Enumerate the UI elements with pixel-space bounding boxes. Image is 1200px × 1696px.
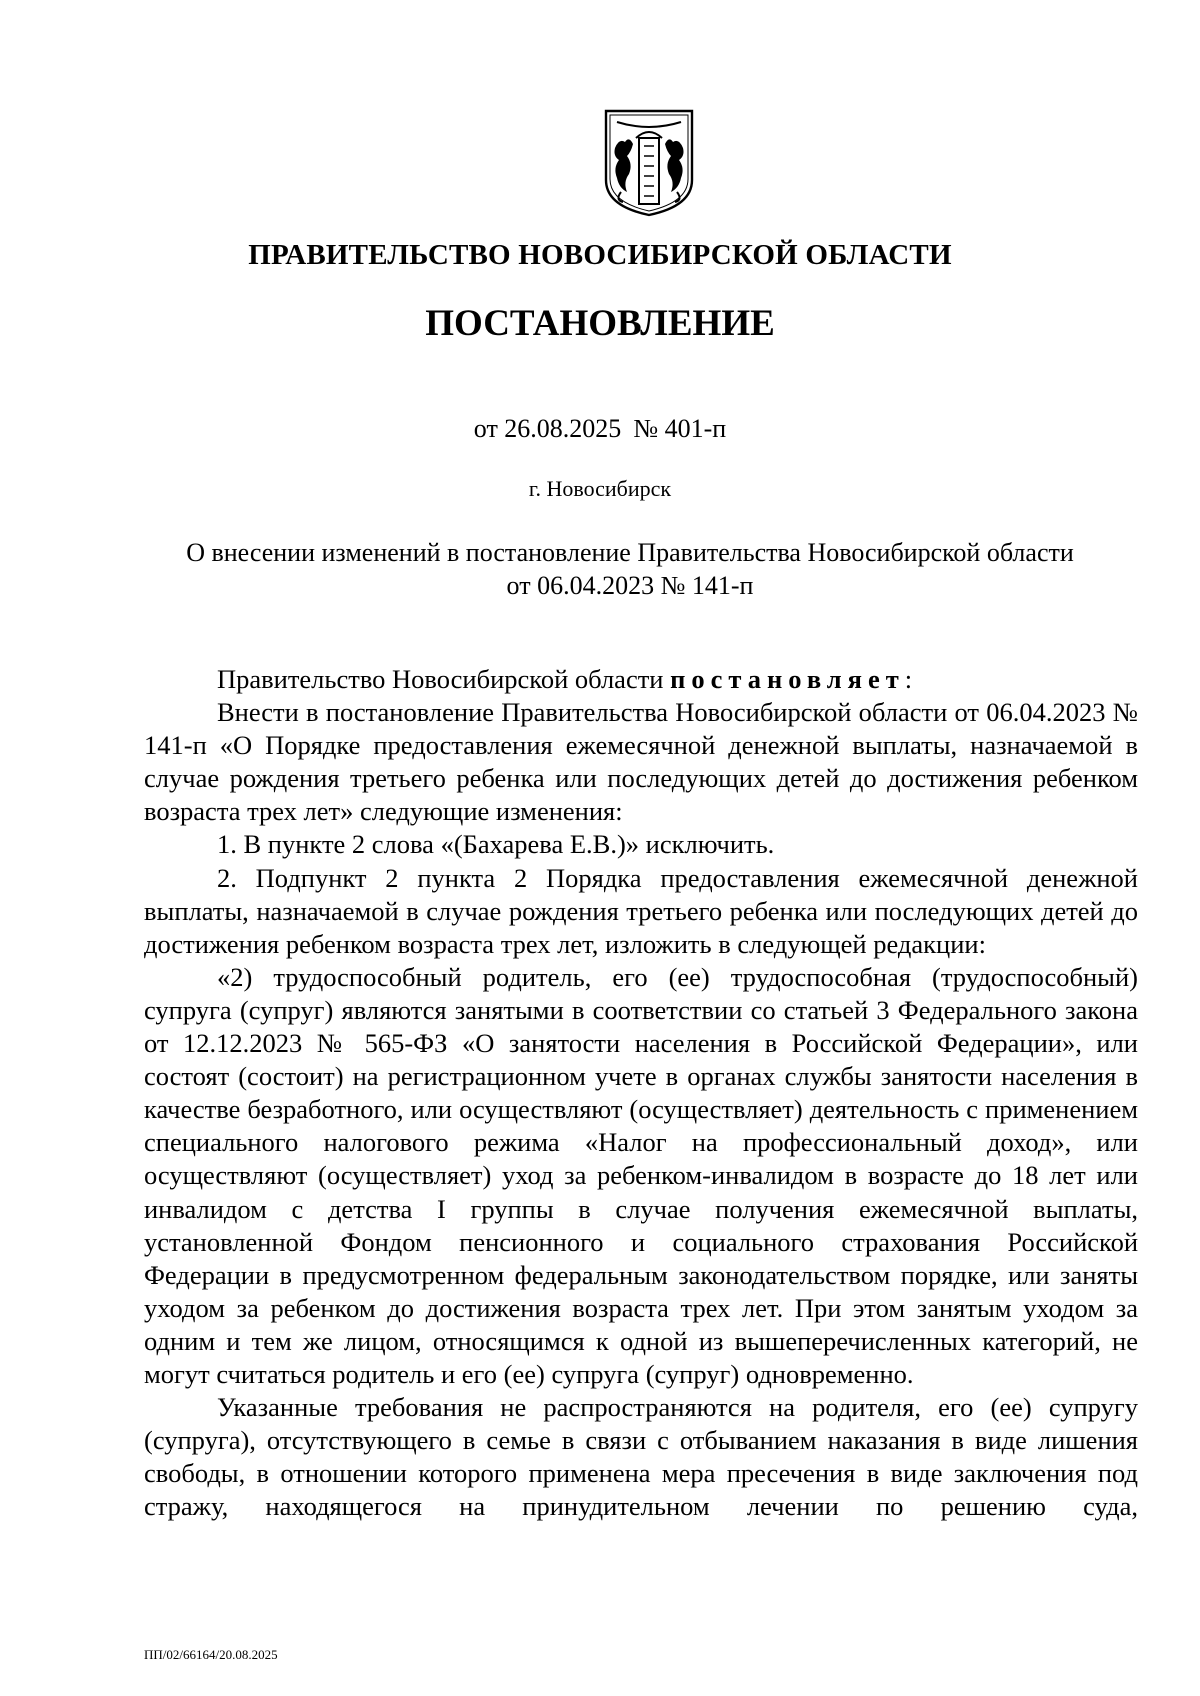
body-paragraph-exceptions: Указанные требования не распространяются на родителя, его (ее) супругу (супруга), отсутствующего в семье в связи с отбыванием наказания в виде лишения свободы, в отношении которого применена мера пресечения в виде заключения под стражу, находящегося на принудительном лечении по решению суда, [144, 1392, 1138, 1522]
coat-of-arms-icon [603, 108, 695, 218]
body-paragraph-new-subitem: «2) трудоспособный родитель, его (ее) трудоспособная (трудоспособный) супруга (супруг) являются занятыми в соответствии со статьей 3 Федерального закона от 12.12.2023 № 565-ФЗ «О занятости населения в Российской Федерации», или состоят (состоит) на регистрационном учете в органах службы занятости населения в качестве безработного, или осуществляют (осуществляет) деятельность с применением специального налогового режима «Налог на профессиональный доход», или осуществляют (осуществляет) уход за ребенком-инвалидом в возрасте до 18 лет или инвалидом с детства I группы в случае получения ежемесячной выплаты, установленной Фондом пенсионного и социального страхования Российской Федерации в предусмотренном федеральным законодательством порядке, или заняты уходом за ребенком до достижения возраста трех лет. При этом занятым уходом за одним и тем же лицом, относящимся к одной из вышеперечисленных категорий, не могут считаться родитель и его (ее) супруга (супруг) одновременно. [144, 961, 1138, 1389]
date-number-line [0, 413, 1200, 445]
body-paragraph-item-1: 1. В пункте 2 слова «(Бахарева Е.В.)» исключить. [217, 829, 775, 860]
document-footer-code: ПП/02/66164/20.08.2025 [144, 1647, 278, 1662]
document-number: № 401-п [633, 414, 727, 443]
subject-line-2: от 06.04.2023 № 141-п [506, 571, 754, 600]
body-paragraph-resolution [144, 663, 1138, 696]
document-body [144, 663, 1138, 1523]
document-date: от 26.08.2025 [473, 414, 622, 443]
document-type-heading: ПОСТАНОВЛЕНИЕ [425, 303, 775, 344]
resolution-verb: постановляет [670, 664, 905, 694]
body-paragraph-item-2: 2. Подпункт 2 пункта 2 Порядка предоставления ежемесячной денежной выплаты, назначаемой в случае рождения третьего ребенка или последующих детей до достижения ребенком возраста трех лет, изложить в следующей редакции: [144, 862, 1138, 959]
organization-title: ПРАВИТЕЛЬСТВО НОВОСИБИРСКОЙ ОБЛАСТИ [248, 239, 952, 271]
resolution-suffix: : [904, 664, 913, 694]
resolution-prefix: Правительство Новосибирской области [217, 664, 671, 694]
body-paragraph-introduce-changes: Внести в постановление Правительства Новосибирской области от 06.04.2023 № 141-п «О Порядке предоставления ежемесячной денежной выплаты, назначаемой в случае рождения третьего ребенка или последующих детей до достижения ребенком возраста трех лет» следующие изменения: [144, 697, 1138, 827]
subject-line-1: О внесении изменений в постановление Правительства Новосибирской области [186, 538, 1074, 567]
document-subject [140, 536, 1120, 602]
city-line: г. Новосибирск [528, 476, 672, 501]
